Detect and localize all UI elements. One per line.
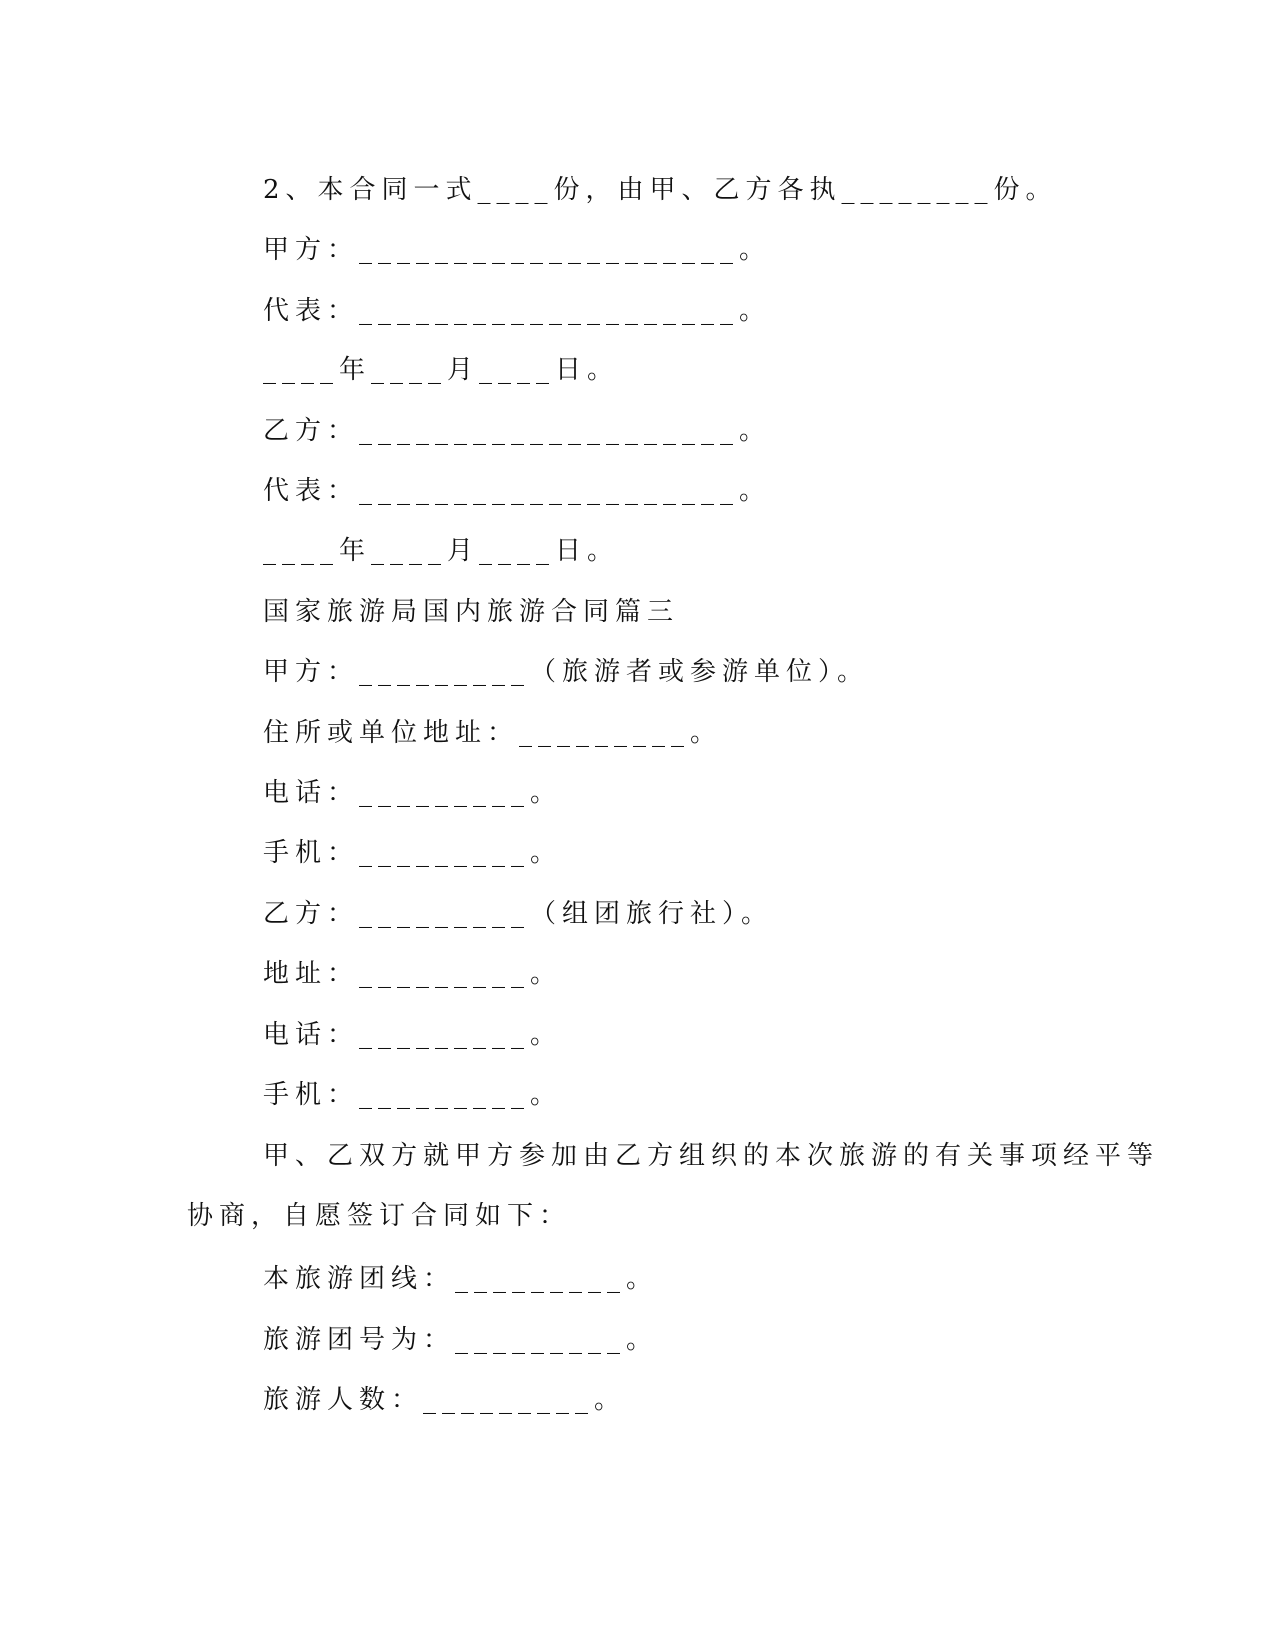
party-a-representative-field: 代表：____________________。 — [263, 296, 772, 326]
tour-group-number-field: 旅游团号为：_________。 — [263, 1325, 659, 1355]
travel-agency-party-b-field: 乙方：_________（组团旅行社）。 — [263, 899, 774, 929]
agreement-paragraph-line-2: 协商，自愿签订合同如下： — [187, 1201, 572, 1231]
party-a-field: 甲方：____________________。 — [263, 235, 772, 265]
party-b-representative-field: 代表：____________________。 — [263, 476, 772, 506]
party-a-phone-field: 电话：_________。 — [263, 778, 563, 808]
tour-route-field: 本旅游团线：_________。 — [263, 1264, 659, 1294]
section-heading: 国家旅游局国内旅游合同篇三 — [263, 597, 680, 627]
party-b-address-field: 地址：_________。 — [263, 959, 563, 989]
party-b-date-field: ____年____月____日。 — [263, 536, 620, 566]
agreement-paragraph-line-1: 甲、乙双方就甲方参加由乙方组织的本次旅游的有关事项经平等 — [263, 1141, 1160, 1171]
party-a-mobile-field: 手机：_________。 — [263, 838, 563, 868]
party-b-mobile-field: 手机：_________。 — [263, 1080, 563, 1110]
tour-headcount-field: 旅游人数：_________。 — [263, 1385, 627, 1415]
tourist-party-a-field: 甲方：_________（旅游者或参游单位）。 — [263, 657, 870, 687]
party-b-phone-field: 电话：_________。 — [263, 1020, 563, 1050]
party-a-date-field: ____年____月____日。 — [263, 355, 620, 385]
copies-clause: 2、本合同一式____份，由甲、乙方各执________份。 — [263, 175, 1058, 205]
party-b-field: 乙方：____________________。 — [263, 416, 772, 446]
residence-address-field: 住所或单位地址：_________。 — [263, 718, 723, 748]
